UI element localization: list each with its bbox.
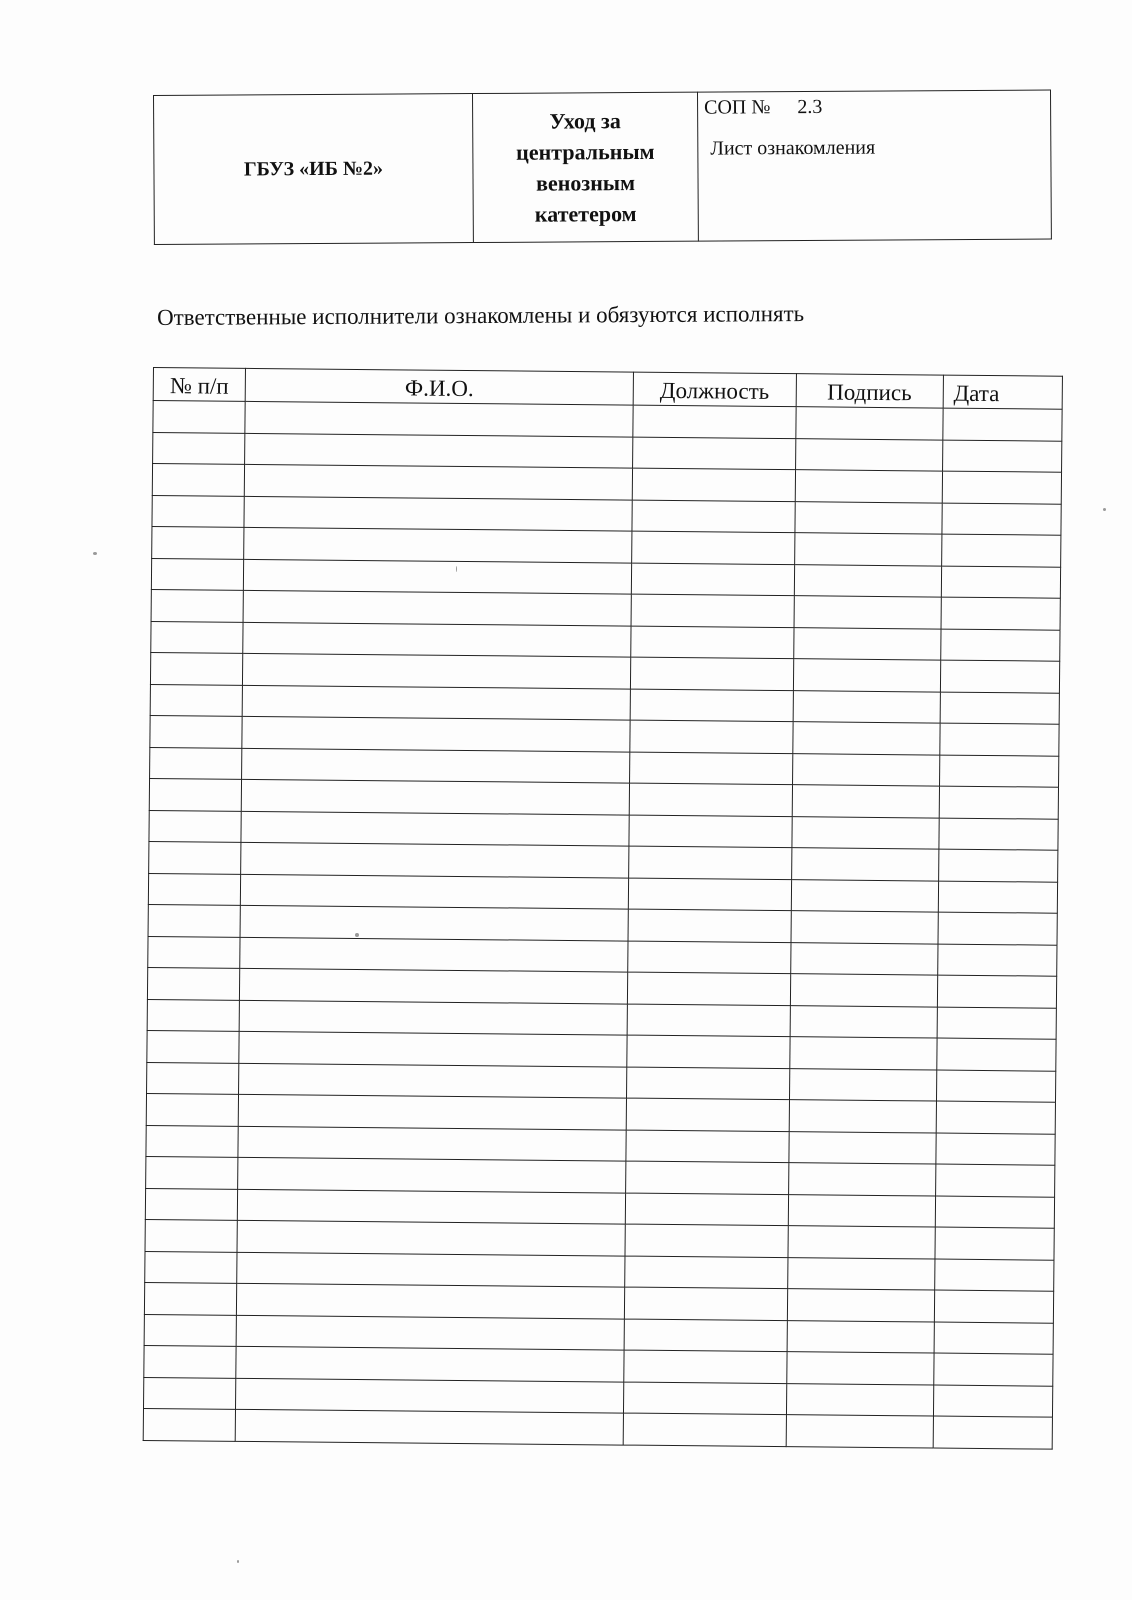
cell-date <box>934 1353 1054 1386</box>
cell-position <box>628 878 791 911</box>
cell-name <box>236 1378 624 1413</box>
cell-name <box>243 622 631 657</box>
cell-signature <box>786 1415 934 1448</box>
cell-name <box>244 496 632 531</box>
cell-signature <box>794 564 942 597</box>
cell-signature <box>793 690 941 723</box>
cell-date <box>940 723 1060 756</box>
title-line: Уход за <box>549 108 621 134</box>
cell-name <box>236 1346 624 1381</box>
cell-signature <box>793 627 941 660</box>
cell-number <box>149 810 241 842</box>
cell-name <box>236 1283 624 1318</box>
cell-date <box>942 440 1062 473</box>
cell-name <box>243 590 631 625</box>
cell-date <box>935 1227 1055 1260</box>
cell-signature <box>791 848 939 881</box>
cell-date <box>937 975 1057 1008</box>
cell-position <box>632 500 795 533</box>
cell-date <box>939 786 1059 819</box>
cell-name <box>238 1126 626 1161</box>
cell-date <box>934 1290 1054 1323</box>
document-meta <box>697 90 1051 241</box>
cell-signature <box>788 1194 936 1227</box>
cell-position <box>632 468 795 501</box>
scan-speck <box>237 1560 239 1563</box>
cell-name <box>237 1189 625 1224</box>
cell-position <box>623 1382 786 1415</box>
cell-date <box>936 1101 1056 1134</box>
document-title <box>472 92 698 242</box>
sop-line <box>704 95 1044 120</box>
cell-name <box>242 685 630 720</box>
document-header <box>153 90 1052 245</box>
cell-number <box>152 495 244 527</box>
cell-date <box>936 1133 1056 1166</box>
scan-speck <box>355 933 359 937</box>
cell-name <box>240 905 628 940</box>
cell-date <box>935 1196 1055 1229</box>
column-header-name: Ф.И.О. <box>245 368 633 405</box>
column-header-date: Дата <box>943 375 1063 409</box>
cell-number <box>144 1282 236 1314</box>
sheet-title: Лист ознакомления <box>710 136 876 160</box>
cell-signature <box>790 942 938 975</box>
cell-name <box>243 559 631 594</box>
cell-position <box>628 909 791 942</box>
cell-number <box>153 401 245 433</box>
column-header-number: № п/п <box>153 368 245 402</box>
cell-signature <box>794 596 942 629</box>
cell-name <box>244 464 632 499</box>
cell-name <box>241 779 629 814</box>
cell-number <box>146 1125 238 1157</box>
cell-position <box>627 1035 790 1068</box>
cell-name <box>237 1220 625 1255</box>
scan-speck <box>1103 508 1106 511</box>
acknowledgement-table <box>143 367 1063 1449</box>
cell-position <box>624 1287 787 1320</box>
cell-date <box>938 881 1058 914</box>
scan-speck <box>456 566 457 572</box>
cell-signature <box>794 501 942 534</box>
cell-name <box>242 653 630 688</box>
sop-number: 2.3 <box>797 95 823 119</box>
cell-number <box>148 936 240 968</box>
cell-position <box>633 437 796 470</box>
cell-date <box>941 566 1061 599</box>
cell-number <box>145 1219 237 1251</box>
cell-position <box>626 1130 789 1163</box>
cell-signature <box>792 753 940 786</box>
cell-name <box>245 433 633 468</box>
cell-number <box>150 747 242 779</box>
cell-date <box>937 1038 1057 1071</box>
cell-date <box>938 912 1058 945</box>
cell-position <box>628 941 791 974</box>
title-line: катетером <box>534 201 637 227</box>
cell-number <box>153 432 245 464</box>
cell-number <box>149 778 241 810</box>
cell-date <box>934 1259 1054 1292</box>
cell-name <box>238 1157 626 1192</box>
cell-position <box>629 846 792 879</box>
cell-position <box>626 1161 789 1194</box>
cell-position <box>630 689 793 722</box>
cell-name <box>244 527 632 562</box>
cell-number <box>145 1188 237 1220</box>
cell-position <box>629 815 792 848</box>
cell-position <box>630 657 793 690</box>
cell-signature <box>786 1383 934 1416</box>
cell-position <box>629 783 792 816</box>
cell-name <box>245 401 633 436</box>
cell-number <box>152 464 244 496</box>
cell-position <box>630 752 793 785</box>
cell-number <box>151 558 243 590</box>
cell-name <box>241 842 629 877</box>
cell-signature <box>795 470 943 503</box>
cell-number <box>146 1093 238 1125</box>
cell-number <box>143 1408 235 1440</box>
cell-number <box>148 873 240 905</box>
cell-date <box>937 944 1057 977</box>
cell-date <box>938 849 1058 882</box>
cell-signature <box>787 1226 935 1259</box>
cell-date <box>939 818 1059 851</box>
cell-number <box>145 1251 237 1283</box>
cell-number <box>144 1377 236 1409</box>
cell-name <box>242 748 630 783</box>
cell-number <box>150 715 242 747</box>
cell-signature <box>791 816 939 849</box>
title-line: центральным <box>516 138 655 165</box>
cell-position <box>627 1004 790 1037</box>
cell-date <box>933 1416 1053 1449</box>
table-body <box>143 401 1062 1449</box>
cell-number <box>144 1314 236 1346</box>
column-header-signature: Подпись <box>796 374 944 408</box>
cell-signature <box>788 1131 936 1164</box>
cell-name <box>240 937 628 972</box>
cell-name <box>241 811 629 846</box>
cell-signature <box>786 1352 934 1385</box>
cell-name <box>239 1000 627 1035</box>
cell-number <box>152 526 244 558</box>
cell-date <box>940 629 1060 662</box>
cell-name <box>239 1063 627 1098</box>
cell-signature <box>792 785 940 818</box>
cell-date <box>941 597 1061 630</box>
cell-position <box>627 972 790 1005</box>
cell-date <box>940 692 1060 725</box>
cell-number <box>147 1062 239 1094</box>
cell-number <box>150 684 242 716</box>
cell-position <box>631 563 794 596</box>
cell-signature <box>787 1257 935 1290</box>
cell-position <box>632 531 795 564</box>
cell-signature <box>794 533 942 566</box>
cell-position <box>624 1319 787 1352</box>
cell-name <box>239 1031 627 1066</box>
cell-date <box>942 503 1062 536</box>
cell-date <box>942 471 1062 504</box>
cell-position <box>631 594 794 627</box>
cell-date <box>934 1322 1054 1355</box>
cell-signature <box>790 1005 938 1038</box>
title-line: венозным <box>535 170 636 196</box>
cell-signature <box>791 911 939 944</box>
cell-number <box>148 904 240 936</box>
cell-signature <box>788 1163 936 1196</box>
cell-position <box>631 626 794 659</box>
cell-signature <box>795 407 943 440</box>
cell-position <box>624 1350 787 1383</box>
cell-position <box>625 1256 788 1289</box>
cell-number <box>147 999 239 1031</box>
cell-name <box>236 1315 624 1350</box>
cell-name <box>240 874 628 909</box>
cell-signature <box>790 974 938 1007</box>
cell-signature <box>787 1289 935 1322</box>
cell-date <box>941 534 1061 567</box>
cell-date <box>943 408 1063 441</box>
cell-signature <box>787 1320 935 1353</box>
cell-signature <box>793 659 941 692</box>
cell-signature <box>792 722 940 755</box>
cell-position <box>633 405 796 438</box>
cell-position <box>625 1193 788 1226</box>
cell-date <box>933 1385 1053 1418</box>
cell-position <box>625 1224 788 1257</box>
cell-name <box>239 968 627 1003</box>
cell-number <box>151 589 243 621</box>
cell-position <box>626 1067 789 1100</box>
cell-number <box>144 1345 236 1377</box>
cell-signature <box>789 1100 937 1133</box>
cell-position <box>630 720 793 753</box>
organization-name: ГБУЗ «ИБ №2» <box>154 94 474 245</box>
cell-signature <box>795 438 943 471</box>
cell-number <box>146 1156 238 1188</box>
cell-number <box>151 621 243 653</box>
column-header-position: Должность <box>633 372 796 407</box>
cell-date <box>936 1070 1056 1103</box>
cell-date <box>937 1007 1057 1040</box>
cell-date <box>940 660 1060 693</box>
cell-position <box>623 1413 786 1446</box>
scan-speck <box>93 552 97 555</box>
cell-signature <box>791 879 939 912</box>
sop-label: СОП № <box>704 96 771 119</box>
acknowledgement-statement: Ответственные исполнители ознакомлены и обязуются исполнять <box>157 301 805 330</box>
cell-number <box>150 652 242 684</box>
cell-number <box>147 1030 239 1062</box>
cell-signature <box>789 1037 937 1070</box>
cell-date <box>939 755 1059 788</box>
cell-number <box>149 841 241 873</box>
cell-date <box>935 1164 1055 1197</box>
cell-name <box>237 1252 625 1287</box>
cell-name <box>235 1409 623 1444</box>
cell-name <box>238 1094 626 1129</box>
cell-name <box>242 716 630 751</box>
cell-number <box>147 967 239 999</box>
cell-signature <box>789 1068 937 1101</box>
cell-position <box>626 1098 789 1131</box>
